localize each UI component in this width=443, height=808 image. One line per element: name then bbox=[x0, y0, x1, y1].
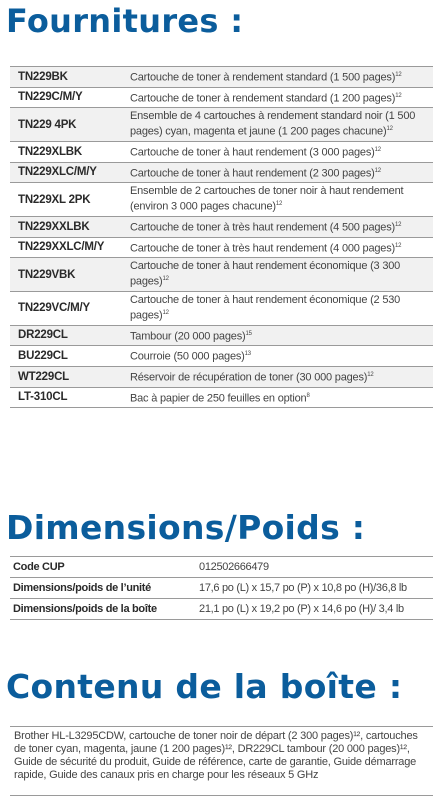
supply-code: BU229CL bbox=[18, 350, 68, 363]
supply-code: TN229XLC/M/Y bbox=[18, 166, 97, 179]
table-row bbox=[10, 237, 433, 258]
supply-description-text: Cartouche de toner à rendement standard (1 200 pages) bbox=[130, 92, 396, 105]
dimensions-heading: Dimensions/Poids : bbox=[6, 508, 366, 547]
footnote-marker: 12 bbox=[386, 126, 393, 133]
box-contents-heading: Contenu de la boîte : bbox=[6, 667, 403, 706]
table-row bbox=[10, 66, 433, 87]
supply-code: TN229XLBK bbox=[18, 145, 83, 158]
supply-description-text: Courroie (50 000 pages) bbox=[130, 350, 245, 363]
supply-description-text: Cartouche de toner à haut rendement économique (3 300 pages) bbox=[130, 260, 401, 288]
supply-description bbox=[130, 367, 433, 387]
unit-dimensions-value: 17,6 po (L) x 15,7 po (P) x 10,8 po (H)/36,8 lb bbox=[199, 582, 407, 594]
supply-description bbox=[130, 163, 433, 183]
table-row bbox=[10, 162, 433, 183]
footnote-marker: 12 bbox=[395, 72, 402, 78]
footnote-marker: 12 bbox=[367, 371, 374, 378]
footnote-marker: 12 bbox=[394, 221, 402, 228]
supply-description-text: Tambour (20 000 pages) bbox=[130, 330, 246, 343]
box-dimensions-label: Dimensions/poids de la boîte bbox=[13, 603, 157, 615]
supply-code: TN229 4PK bbox=[18, 118, 77, 131]
supply-description bbox=[130, 67, 433, 87]
dimensions-table bbox=[10, 556, 433, 620]
table-row bbox=[10, 577, 433, 598]
supply-description bbox=[130, 142, 433, 162]
supply-code: TN229XXLBK bbox=[18, 220, 90, 233]
footnote-marker: 8 bbox=[306, 392, 310, 399]
supply-code: DR229CL bbox=[18, 329, 68, 342]
unit-dimensions-label: Dimensions/poids de l’unité bbox=[13, 582, 151, 594]
table-row bbox=[10, 345, 433, 366]
supply-code: TN229XL 2PK bbox=[18, 193, 91, 206]
supply-description-text: Cartouche de toner à rendement standard (1 500 pages) bbox=[130, 71, 396, 84]
table-row bbox=[10, 325, 433, 346]
supplies-table bbox=[10, 66, 433, 408]
supply-code: TN229VC/M/Y bbox=[18, 302, 90, 315]
supply-description-text: Ensemble de 2 cartouches de toner noir à haut rendement (environ 3 000 pages chacune) bbox=[130, 185, 404, 213]
supply-description bbox=[130, 88, 433, 108]
table-row bbox=[10, 556, 433, 577]
supply-description-text: Cartouche de toner à haut rendement (3 000 pages) bbox=[130, 146, 375, 159]
supply-code: TN229C/M/Y bbox=[18, 91, 83, 104]
table-row bbox=[10, 291, 433, 325]
supply-description-text: Cartouche de toner à haut rendement économique (2 530 pages) bbox=[130, 293, 401, 322]
supply-description bbox=[130, 238, 433, 258]
supply-description bbox=[130, 108, 433, 141]
supply-description bbox=[130, 183, 433, 216]
supply-description-text: Cartouche de toner à très haut rendement (4 500 pages) bbox=[130, 221, 395, 234]
supply-description-text: Bac à papier de 250 feuilles en option bbox=[130, 392, 307, 405]
table-row bbox=[10, 387, 433, 409]
table-row bbox=[10, 598, 433, 620]
footnote-marker: 12 bbox=[374, 167, 381, 174]
supply-description bbox=[130, 292, 433, 325]
box-dimensions-value: 21,1 po (L) x 19,2 po (P) x 14,6 po (H)/ 3,4 lb bbox=[199, 603, 404, 615]
table-row bbox=[10, 107, 433, 141]
footnote-marker: 12 bbox=[162, 276, 169, 283]
supply-description bbox=[130, 258, 433, 291]
footnote-marker: 12 bbox=[395, 92, 402, 99]
table-row bbox=[10, 366, 433, 387]
table-row bbox=[10, 141, 433, 162]
supply-description-text: Ensemble de 4 cartouches à rendement standard noir (1 500 pages) cyan, magenta et jaune (1 200 pages chacune) bbox=[130, 110, 416, 138]
supply-code: TN229XXLC/M/Y bbox=[18, 241, 105, 254]
supply-description-text: Cartouche de toner à haut rendement (2 300 pages) bbox=[130, 167, 375, 180]
supplies-heading: Fournitures : bbox=[6, 2, 244, 40]
supply-description bbox=[130, 326, 433, 346]
upc-value: 012502666479 bbox=[199, 561, 269, 573]
table-row bbox=[10, 257, 433, 291]
box-contents-text: Brother HL-L3295CDW, cartouche de toner noir de départ (2 300 pages)¹², cartouches de toner cyan, magenta, jaune (1 200 pages)¹², DR229CL tambour (20 000 pages)¹², Guide de sécurité du produit, Guide de référence, carte de garantie, Guide démarrage rapide, Guide des canaux pris en charge pour les réseaux 5 GHz bbox=[10, 726, 433, 796]
footnote-marker: 12 bbox=[162, 309, 169, 316]
table-row bbox=[10, 182, 433, 216]
footnote-marker: 12 bbox=[394, 242, 402, 249]
supply-description-text: Cartouche de toner à très haut rendement (4 000 pages) bbox=[130, 242, 395, 255]
table-row bbox=[10, 87, 433, 108]
footnote-marker: 12 bbox=[374, 146, 381, 153]
supply-description bbox=[130, 346, 433, 366]
supply-code: TN229BK bbox=[18, 70, 68, 83]
table-row bbox=[10, 216, 433, 237]
supply-description bbox=[130, 217, 433, 237]
supply-code: LT-310CL bbox=[18, 391, 68, 404]
footnote-marker: 15 bbox=[245, 330, 252, 337]
footnote-marker: 12 bbox=[275, 201, 283, 208]
supply-code: WT229CL bbox=[18, 370, 69, 383]
supply-description bbox=[130, 388, 433, 408]
supply-description-text: Réservoir de récupération de toner (30 000 pages) bbox=[130, 371, 368, 384]
footnote-marker: 13 bbox=[244, 351, 251, 358]
supply-code: TN229VBK bbox=[18, 268, 76, 281]
upc-label: Code CUP bbox=[13, 561, 65, 573]
